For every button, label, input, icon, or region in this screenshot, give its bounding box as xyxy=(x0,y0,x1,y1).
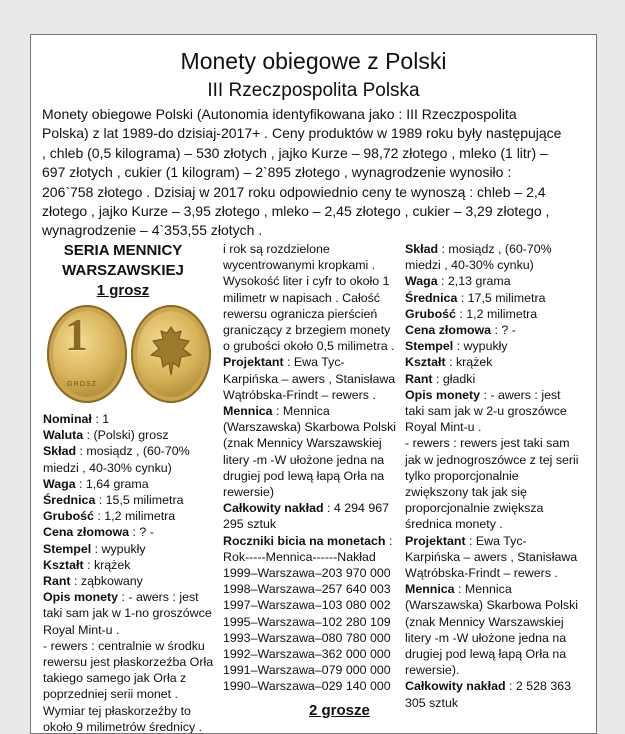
detail-line xyxy=(405,516,590,532)
detail-line xyxy=(405,257,590,273)
detail-line xyxy=(405,403,590,419)
detail-line xyxy=(223,500,403,516)
detail-line xyxy=(223,678,403,694)
detail-line xyxy=(405,630,590,646)
detail-line xyxy=(405,371,590,387)
detail-value: 1998–Warszawa–257 640 003 xyxy=(223,582,391,597)
detail-value: proporcjonalnie zwiększa xyxy=(405,501,544,516)
detail-label: Całkowity nakład xyxy=(405,679,506,694)
detail-value: : wypukły xyxy=(91,541,146,556)
detail-value: : ? - xyxy=(491,323,516,338)
coin-images xyxy=(43,301,203,411)
detail-value: : 1,2 milimetra xyxy=(93,509,176,524)
detail-line xyxy=(43,411,203,427)
detail-line xyxy=(43,460,203,476)
detail-label: Skład xyxy=(43,444,77,459)
document-subtitle: III Rzeczpospolita Polska xyxy=(207,80,420,101)
detail-value: : 17,5 milimetra xyxy=(457,290,546,305)
coin-2-details xyxy=(405,241,590,711)
detail-label: Średnica xyxy=(405,290,458,305)
detail-line xyxy=(43,541,203,557)
detail-line xyxy=(405,241,590,257)
column-1 xyxy=(43,241,214,734)
intro-line: Monety obiegowe Polski (Autonomia identyfikowana jako : III Rzeczpospolita xyxy=(42,106,517,122)
detail-value: miedzi , 40-30% cynku) xyxy=(405,258,534,273)
detail-line xyxy=(223,403,403,419)
detail-line xyxy=(43,654,214,670)
detail-line xyxy=(405,387,590,403)
detail-label: Rant xyxy=(405,371,433,386)
detail-line xyxy=(223,419,403,435)
detail-label: Waga xyxy=(43,476,76,491)
detail-line xyxy=(405,581,590,597)
detail-line xyxy=(223,354,403,370)
detail-label: Grubość xyxy=(43,509,94,524)
detail-value: : - awers : jest xyxy=(480,387,561,402)
detail-line xyxy=(223,452,403,468)
detail-line xyxy=(43,443,203,459)
detail-value: Royal Mint-u . xyxy=(43,622,120,637)
detail-line xyxy=(43,703,203,719)
detail-value: Karpińska – awers , Stanisława xyxy=(223,371,396,386)
detail-label: Kształt xyxy=(43,557,84,572)
detail-value: : krążek xyxy=(445,355,493,370)
detail-value: : 4 294 967 xyxy=(323,501,389,516)
detail-value: milimetr w napisach . Całość xyxy=(223,290,380,305)
coin-obverse-image xyxy=(47,305,127,403)
intro-line: , chleb (0,5 kilograma) – 530 złotych , jajko Kurze – 98,72 złotego , mleko (1 litr) – xyxy=(42,144,548,161)
detail-value: 305 sztuk xyxy=(405,695,459,710)
detail-label: Nominał xyxy=(43,412,92,426)
coin-2-grosze-heading: 2 grosze xyxy=(309,702,370,719)
detail-value: Wątróbska-Frindt – rewers . xyxy=(223,387,376,402)
document-title: Monety obiegowe z Polski xyxy=(180,48,447,74)
detail-value: : 2,13 grama xyxy=(437,274,511,289)
document-page xyxy=(30,34,597,734)
detail-label: Średnica xyxy=(43,493,96,508)
detail-label: Stempel xyxy=(43,541,92,556)
detail-value: : gładki xyxy=(432,371,476,386)
detail-value: : ? - xyxy=(129,525,154,540)
detail-value: - rewers : rewers jest taki sam xyxy=(405,436,570,451)
detail-line xyxy=(223,581,403,597)
detail-line xyxy=(405,646,590,662)
detail-line xyxy=(223,646,403,662)
detail-value: rewersu ogranicza pierścień xyxy=(223,306,378,321)
detail-line xyxy=(43,573,203,589)
detail-line xyxy=(43,524,203,540)
detail-value: Wymiar tej płaskorzeźby to xyxy=(43,703,191,718)
detail-value: : 1 xyxy=(91,412,110,426)
detail-value: : mosiądz , (60-70% xyxy=(438,242,552,256)
column-3 xyxy=(405,241,590,711)
detail-value: takiego samego jak Orła z xyxy=(43,671,187,686)
detail-line xyxy=(405,290,590,306)
detail-label: Skład xyxy=(405,242,439,256)
column-2 xyxy=(223,241,403,695)
detail-label: Mennica xyxy=(405,582,455,597)
detail-line xyxy=(405,565,590,581)
detail-value: litery -m -W ułożone jedna na xyxy=(223,452,385,467)
detail-value: taki sam jak w 2-u groszówce xyxy=(405,404,567,419)
detail-label: Kształt xyxy=(405,355,446,370)
detail-value: : Ewa Tyc- xyxy=(465,533,527,548)
detail-value: średnica monety . xyxy=(405,517,503,532)
detail-value: (Warszawska) Skarbowa Polski xyxy=(223,420,397,435)
detail-line xyxy=(223,630,403,646)
coin-face-value: 1 xyxy=(65,309,88,360)
detail-value: (znak Mennicy Warszawskiej xyxy=(405,614,564,629)
detail-line xyxy=(223,468,403,484)
detail-label: Cena złomowa xyxy=(43,525,130,540)
detail-line xyxy=(223,614,403,630)
coin-1-details-continued xyxy=(223,241,403,695)
detail-value: i rok są rozdzielone xyxy=(223,242,330,256)
detail-value: : - awers : jest xyxy=(118,590,199,605)
detail-value: : 1,64 grama xyxy=(75,476,149,491)
detail-line xyxy=(223,387,403,403)
detail-line xyxy=(223,565,403,581)
detail-value: (znak Mennicy Warszawskiej xyxy=(223,436,382,451)
detail-label: Całkowity nakład xyxy=(223,501,324,516)
detail-line xyxy=(43,719,203,734)
coin-1-details xyxy=(43,411,214,734)
detail-value: taki sam jak w 1-no groszówce xyxy=(43,606,212,621)
detail-value: Rok-----Mennica------Nakład xyxy=(223,549,376,564)
series-heading-line2: WARSZAWSKIEJ xyxy=(62,262,184,279)
intro-line: wynagrodzenie – 4`353,55 złotych . xyxy=(42,222,263,239)
detail-value: : Mennica xyxy=(272,404,330,419)
detail-line xyxy=(405,419,590,435)
detail-label: Stempel xyxy=(405,339,454,354)
detail-line xyxy=(405,468,590,484)
detail-line xyxy=(405,338,590,354)
detail-value: graniczący z brzegiem monety xyxy=(223,323,391,338)
detail-line xyxy=(405,500,590,516)
detail-value: rewersie). xyxy=(405,663,460,678)
detail-line xyxy=(405,614,590,630)
detail-line xyxy=(223,371,403,387)
detail-line xyxy=(405,452,590,468)
detail-line xyxy=(43,508,203,524)
detail-value: : 15,5 milimetra xyxy=(95,493,184,508)
detail-value: : xyxy=(385,533,393,548)
detail-value: miedzi , 40-30% cynku) xyxy=(43,460,172,475)
detail-value: 1991–Warszawa–079 000 000 xyxy=(223,663,391,678)
coin-1-grosz-heading: 1 grosz xyxy=(96,282,150,299)
detail-line xyxy=(223,662,403,678)
detail-line xyxy=(405,435,590,451)
detail-value: : mosiądz , (60-70% xyxy=(76,444,190,459)
detail-value: o grubości około 0,5 milimetra . xyxy=(223,339,395,354)
detail-label: Projektant xyxy=(223,355,284,370)
intro-line: 206`758 złotego . Dzisiaj w 2017 roku odpowiednio ceny te wynoszą : chleb – 2,4 xyxy=(42,183,546,200)
detail-value: 1995–Warszawa–102 280 109 xyxy=(223,614,391,629)
detail-line xyxy=(405,662,590,678)
detail-value: 1997–Warszawa–103 080 002 xyxy=(223,598,391,613)
detail-line xyxy=(405,306,590,322)
detail-line xyxy=(405,322,590,338)
detail-line xyxy=(43,427,203,443)
detail-value: około 9 milimetrów średnicy . xyxy=(43,719,203,734)
detail-label: Projektant xyxy=(405,533,466,548)
detail-label: Cena złomowa xyxy=(405,323,492,338)
detail-line xyxy=(43,557,203,573)
coin-reverse-eagle-image xyxy=(131,305,211,403)
detail-value: drugiej pod lewą łapą Orła na xyxy=(223,468,385,483)
detail-line xyxy=(43,686,203,702)
detail-value: 295 sztuk xyxy=(223,517,277,532)
detail-value: jak w jednogroszówce z tej serii xyxy=(405,452,579,467)
detail-value: zwiększony tak jak się xyxy=(405,485,527,500)
detail-line xyxy=(405,273,590,289)
detail-value: : krążek xyxy=(83,557,131,572)
detail-line xyxy=(405,597,590,613)
detail-line xyxy=(405,549,590,565)
detail-value: Karpińska – awers , Stanisława xyxy=(405,549,578,564)
detail-label: Roczniki bicia na monetach xyxy=(223,533,386,548)
detail-line xyxy=(223,533,403,549)
detail-line xyxy=(223,338,403,354)
detail-value: 1999–Warszawa–203 970 000 xyxy=(223,566,391,581)
detail-line xyxy=(223,273,403,289)
detail-label: Waga xyxy=(405,274,438,289)
detail-line xyxy=(223,597,403,613)
detail-line xyxy=(223,516,403,532)
detail-value: drugiej pod lewą łapą Orła na xyxy=(405,647,567,662)
intro-line: Polska) z lat 1989-do dzisiaj-2017+ . Ceny produktów w 1989 roku były następujące xyxy=(42,125,562,142)
detail-value: poprzedniej serii monet . xyxy=(43,687,178,702)
detail-line xyxy=(405,354,590,370)
detail-value: wycentrowanymi kropkami . xyxy=(223,258,376,273)
detail-line xyxy=(223,435,403,451)
detail-value: : Mennica xyxy=(454,582,512,597)
detail-label: Opis monety xyxy=(43,590,119,605)
detail-value: : (Polski) grosz xyxy=(83,428,169,443)
detail-line xyxy=(223,322,403,338)
detail-line xyxy=(405,695,590,711)
detail-value: Royal Mint-u . xyxy=(405,420,482,435)
detail-line xyxy=(43,670,203,686)
detail-value: 1992–Warszawa–362 000 000 xyxy=(223,647,391,662)
detail-value: rewersie) xyxy=(223,485,274,500)
detail-label: Rant xyxy=(43,574,71,589)
detail-line xyxy=(43,622,203,638)
detail-line xyxy=(223,241,403,257)
detail-value: litery -m -W ułożone jedna na xyxy=(405,630,567,645)
detail-value: 1993–Warszawa–080 780 000 xyxy=(223,630,391,645)
detail-line xyxy=(223,306,403,322)
detail-value: 1990–Warszawa–029 140 000 xyxy=(223,679,391,694)
detail-value: Wątróbska-Frindt – rewers . xyxy=(405,566,558,581)
coin-face-text: GROSZ xyxy=(67,381,97,388)
eagle-icon xyxy=(145,321,197,383)
detail-line xyxy=(405,484,590,500)
detail-line xyxy=(43,589,203,605)
detail-line xyxy=(43,492,203,508)
detail-line xyxy=(405,678,590,694)
detail-line xyxy=(223,290,403,306)
series-heading-line1: SERIA MENNICY xyxy=(63,242,183,259)
detail-line xyxy=(405,533,590,549)
detail-line xyxy=(43,605,212,621)
detail-value: Wysokość liter i cyfr to około 1 xyxy=(223,274,390,289)
detail-label: Waluta xyxy=(43,428,84,443)
detail-value: : Ewa Tyc- xyxy=(283,355,345,370)
detail-value: tylko proporcjonalnie xyxy=(405,468,519,483)
detail-value: : wypukły xyxy=(453,339,508,354)
detail-value: (Warszawska) Skarbowa Polski xyxy=(405,598,579,613)
detail-label: Grubość xyxy=(405,306,456,321)
detail-value: : ząbkowany xyxy=(70,574,143,589)
detail-value: : 2 528 363 xyxy=(505,679,571,694)
detail-line xyxy=(223,549,403,565)
intro-line: 697 złotych , cukier (1 kilogram) – 2`895 złotego , wynagrodzenie wynosiło : xyxy=(42,164,512,181)
detail-line xyxy=(223,484,403,500)
detail-value: - rewers : centralnie w środku xyxy=(43,638,205,653)
detail-line xyxy=(223,257,403,273)
detail-line xyxy=(43,638,203,654)
detail-line xyxy=(43,476,203,492)
intro-paragraph xyxy=(42,105,589,241)
detail-label: Opis monety xyxy=(405,387,481,402)
detail-label: Mennica xyxy=(223,404,273,419)
intro-line: złotego , jajko Kurze – 3,95 złotego , mleko – 2,45 złotego , cukier – 3,29 złotego , xyxy=(42,203,550,220)
detail-value: rewersu jest płaskorzeźba Orła xyxy=(43,655,214,670)
detail-value: : 1,2 milimetra xyxy=(455,306,538,321)
